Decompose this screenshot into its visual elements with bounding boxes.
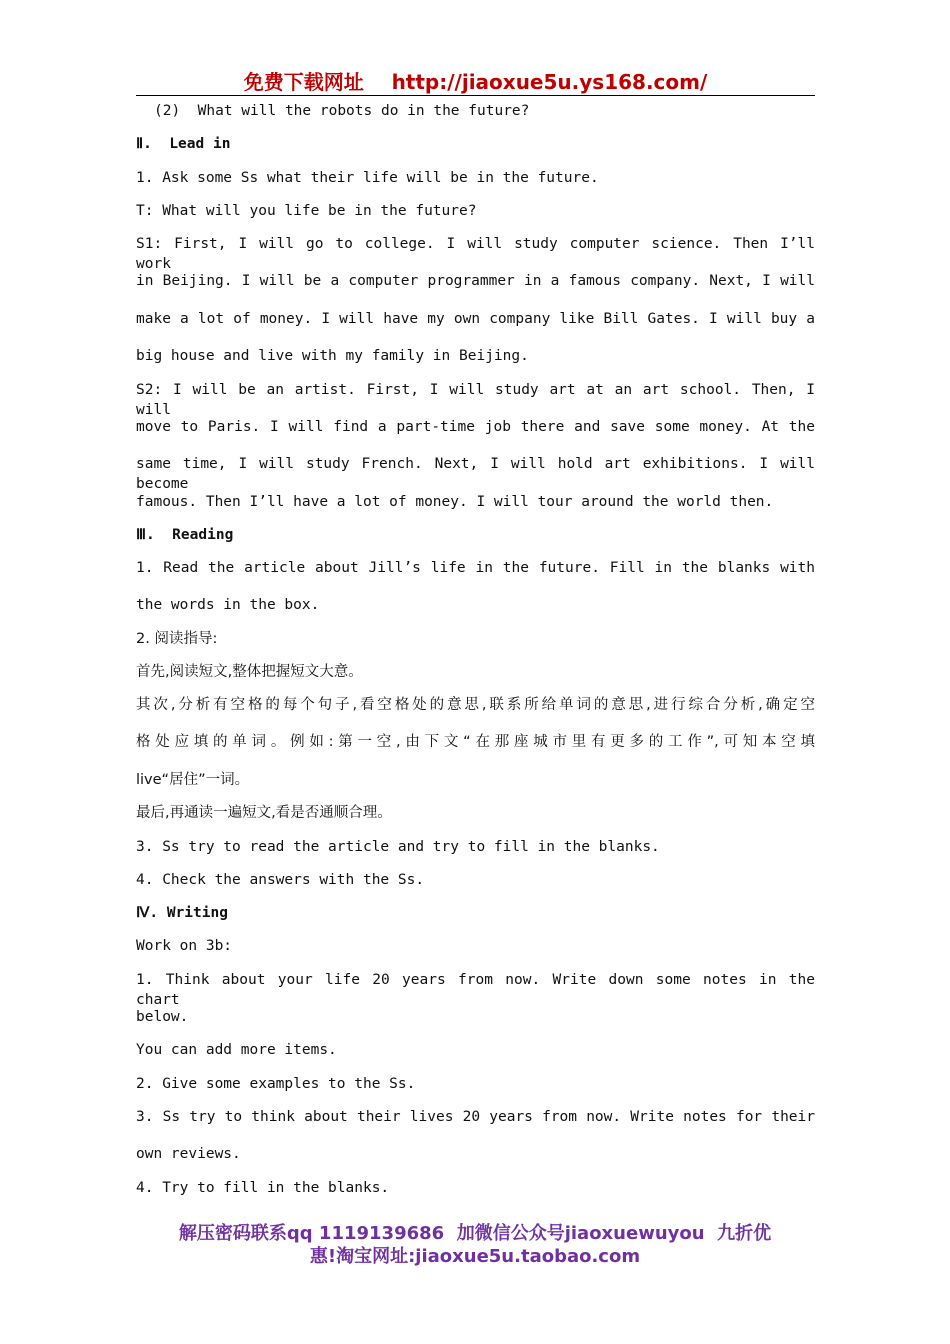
text-line: 1. Read the article about Jill’s life in the future. Fill in the blanks with [136, 560, 815, 576]
header-url-link[interactable]: http://jiaoxue5u.ys168.com/ [391, 70, 708, 94]
text-line: S1: First, I will go to college. I will study computer science. Then I’ll work [136, 236, 815, 272]
text-line: 2. 阅读指导: [136, 631, 218, 647]
text-line: move to Paris. I will find a part-time job there and save some money. At the [136, 419, 815, 435]
text-line: below. [136, 1009, 189, 1025]
text-line: same time, I will study French. Next, I will hold art exhibitions. I will become [136, 456, 815, 492]
text-line: 格处应填的单词。例如:第一空,由下文“在那座城市里有更多的工作”,可知本空填 [136, 734, 815, 750]
text-line: the words in the box. [136, 597, 320, 613]
text-line: in Beijing. I will be a computer programmer in a famous company. Next, I will [136, 273, 815, 289]
header-divider [136, 95, 815, 96]
text-line: own reviews. [136, 1146, 241, 1162]
text-line: 4. Try to fill in the blanks. [136, 1180, 390, 1196]
text-line: 1. Think about your life 20 years from now. Write down some notes in the chart [136, 972, 815, 1008]
text-line: 最后,再通读一遍短文,看是否通顺合理。 [136, 805, 392, 821]
text-line: big house and live with my family in Beijing. [136, 348, 529, 364]
section-heading: Ⅳ. Writing [136, 905, 228, 921]
text-line: 3. Ss try to read the article and try to fill in the blanks. [136, 839, 660, 855]
text-line: S2: I will be an artist. First, I will study art at an art school. Then, I will [136, 382, 815, 418]
text-line: famous. Then I’ll have a lot of money. I will tour around the world then. [136, 494, 774, 510]
footer-line-2: 惠!淘宝网址:jiaoxue5u.taobao.com [309, 1246, 641, 1267]
section-heading: Ⅲ. Reading [136, 527, 234, 543]
text-line: 4. Check the answers with the Ss. [136, 872, 425, 888]
text-line: 首先,阅读短文,整体把握短文大意。 [136, 664, 363, 680]
text-line: T: What will you life be in the future? [136, 203, 477, 219]
text-line: You can add more items. [136, 1042, 337, 1058]
text-line: (2) What will the robots do in the future? [154, 103, 530, 119]
text-line: 2. Give some examples to the Ss. [136, 1076, 416, 1092]
text-line: make a lot of money. I will have my own company like Bill Gates. I will buy a [136, 311, 815, 327]
text-line: Work on 3b: [136, 938, 233, 954]
section-heading: Ⅱ. Lead in [136, 136, 231, 152]
footer-line-1: 解压密码联系qq 1119139686 加微信公众号jiaoxuewuyou 九折优 [178, 1223, 772, 1244]
text-line: 3. Ss try to think about their lives 20 years from now. Write notes for their [136, 1109, 815, 1125]
text-line: 其次,分析有空格的每个句子,看空格处的意思,联系所给单词的意思,进行综合分析,确定空 [136, 697, 815, 713]
page-header [136, 66, 815, 95]
text-line: live“居住”一词。 [136, 772, 250, 788]
header-label: 免费下载网址 [243, 70, 364, 94]
text-line: 1. Ask some Ss what their life will be in the future. [136, 170, 599, 186]
